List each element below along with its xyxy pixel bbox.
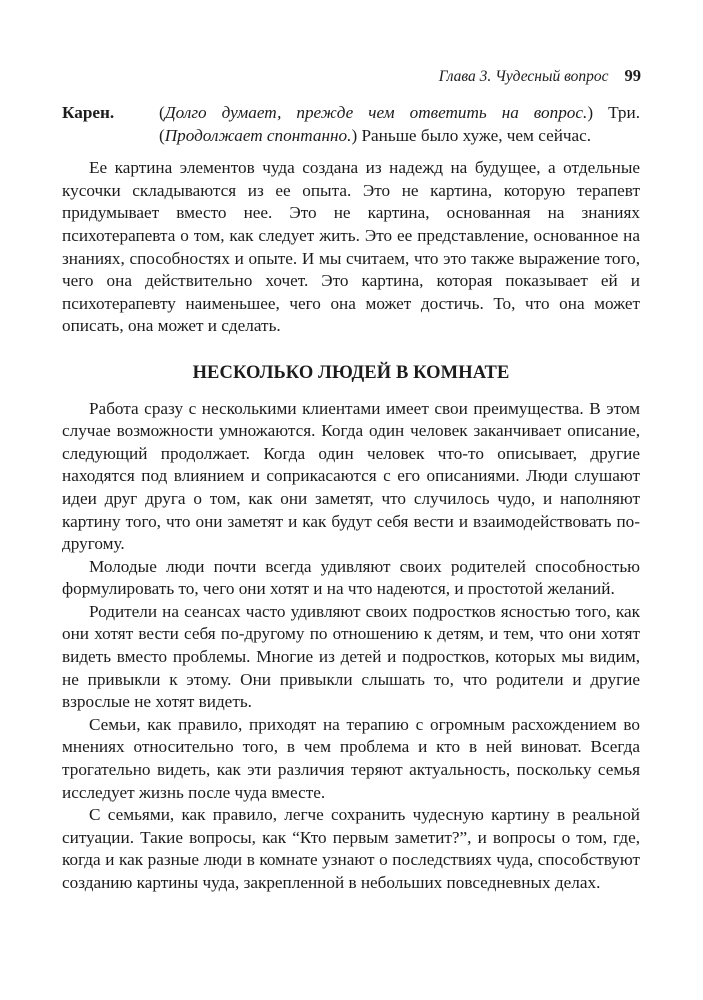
dialog-text: (Долго думает, прежде чем ответить на вопрос.) Три. (Продолжает спонтанно.) Раньше было хуже, чем сейчас. <box>159 103 640 145</box>
paragraph: С семьями, как правило, легче сохранить чудесную картину в реальной ситуации. Такие вопросы, как “Кто первым заметит?”, и вопросы о том, где, когда и как разные люди в комнате узнают о последствиях чуда, способствуют созданию картины чуда, закрепленной в небольших повседневных делах. <box>62 805 640 892</box>
paragraph: Ее картина элементов чуда создана из надежд на будущее, а отдельные кусочки складываются из ее опыта. Это не картина, которую терапевт придумывает вместо нее. Это не картина, основанная на знаниях психотерапевта о том, как следует жить. Это ее представление, основанное на знаниях, способностях и опыте. И мы считаем, что это также выражение того, чего она действительно хочет. Это картина, которая показывает ей и психотерапевту наименьшее, чего она может достичь. То, что она может описать, она может и сделать. <box>62 158 640 336</box>
speaker-name: Карен. <box>62 103 115 122</box>
section-heading: НЕСКОЛЬКО ЛЮДЕЙ В КОМНАТЕ <box>192 362 510 383</box>
stage-direction: Долго думает, прежде чем ответить на вопрос. <box>164 103 588 122</box>
stage-direction: Продолжает спонтанно. <box>164 125 352 145</box>
paragraph: Молодые люди почти всегда удивляют своих родителей способностью формулировать то, чего они хотят и на что надеются, и простотой желаний. <box>62 556 640 599</box>
body-text <box>62 102 640 895</box>
dialog-line <box>62 102 640 147</box>
paragraph: Родители на сеансах часто удивляют своих подростков ясностью того, как они хотят вести себя по-другому по отношению к детям, и тем, что они хотят видеть вместо проблемы. Многие из детей и подростков, которых мы видим, не привыкли к этому. Они привыкли слышать то, что родители и другие взрослые не хотят видеть. <box>62 601 640 712</box>
running-head <box>439 66 641 86</box>
paragraph: Работа сразу с несколькими клиентами имеет свои преимущества. В этом случае возможности умножаются. Когда один человек заканчивает описание, следующий продолжает. Когда один человек что-то описывает, другие находятся под влиянием и соприкасаются с его описаниями. Люди слушают идеи друг друга о том, как они заметят, что случилось чудо, и наполняют картину того, что они заметят и как будут себя вести и взаимодействовать по-другому. <box>62 398 640 554</box>
paragraph: Семьи, как правило, приходят на терапию с огромным расхождением во мнениях относительно того, в чем проблема и кто в ней виноват. Всегда трогательно видеть, как эти различия теряют актуальность, поскольку семья исследует жизнь после чуда вместе. <box>62 714 640 802</box>
dialog-speech: Раньше было хуже, чем сейчас. <box>361 125 592 145</box>
chapter-title: Глава 3. Чудесный вопрос <box>438 68 609 85</box>
dialog-speech: Три. <box>608 103 640 122</box>
page-number: 99 <box>624 66 641 85</box>
